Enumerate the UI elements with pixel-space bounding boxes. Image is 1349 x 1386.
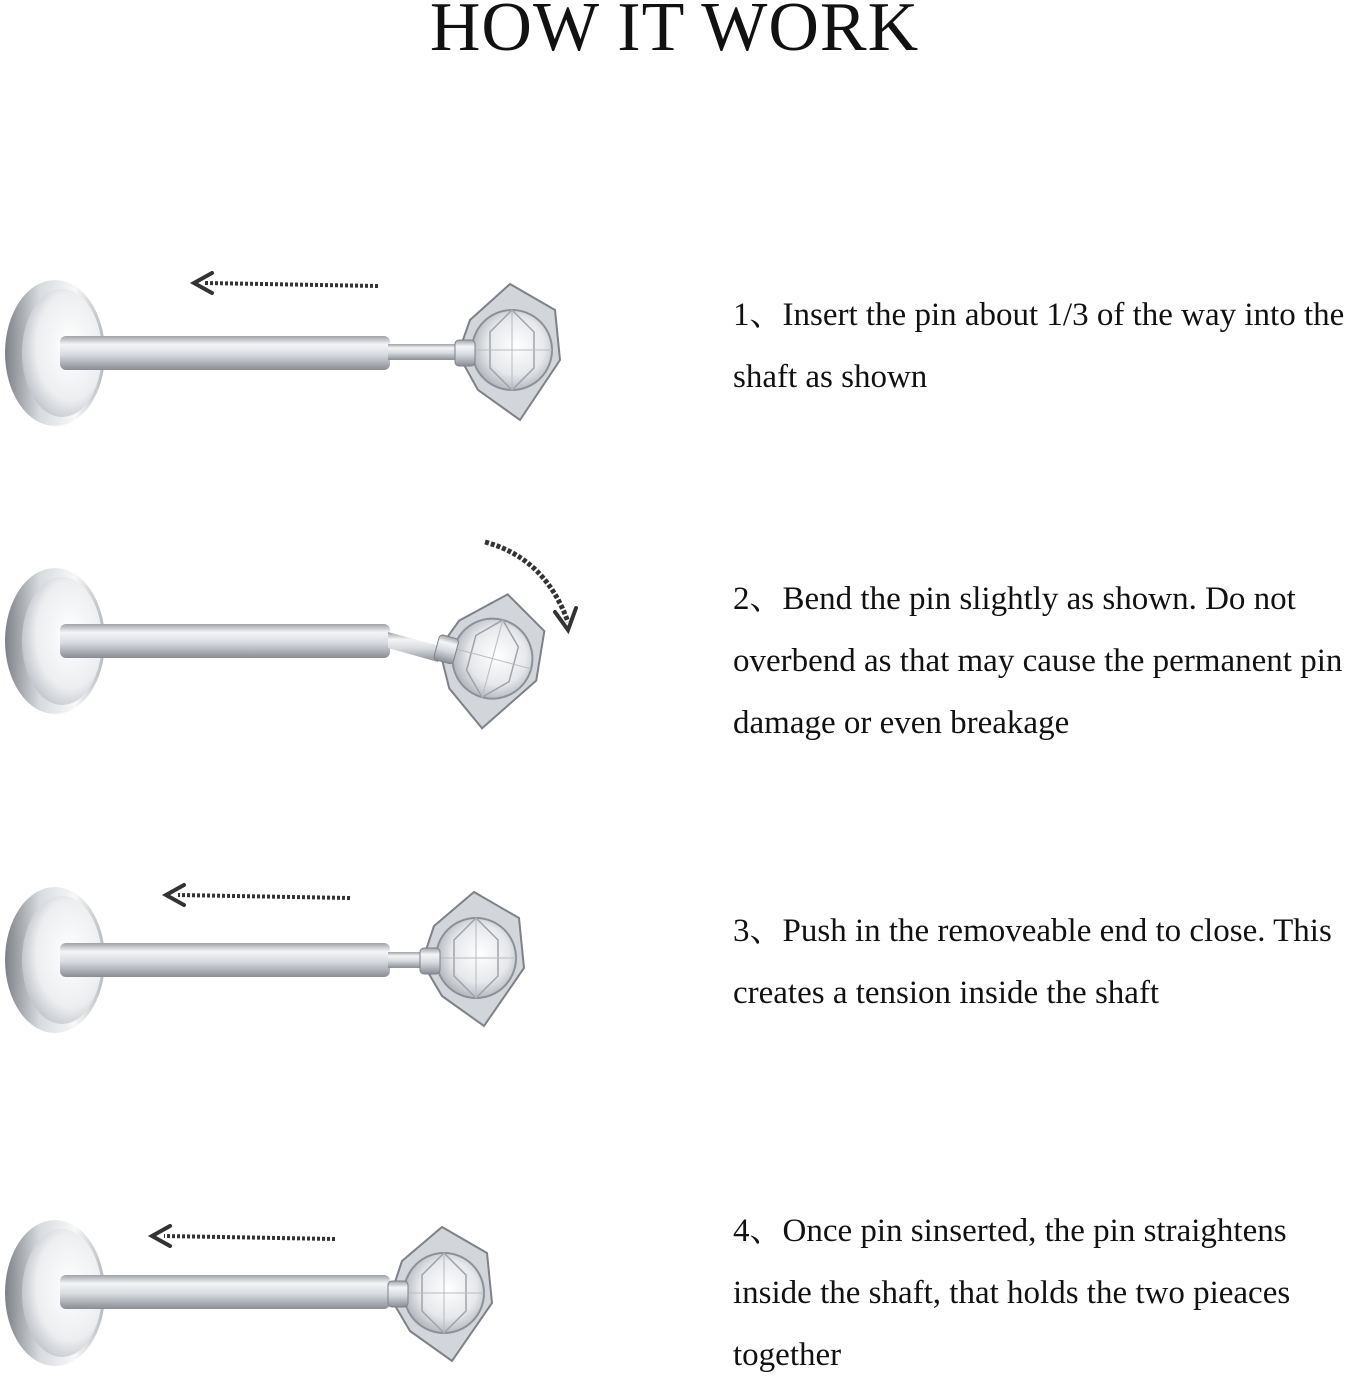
step-3: [0, 878, 1349, 1048]
step-2: [0, 530, 1349, 740]
arrow-left-icon: [152, 1226, 335, 1246]
gem-icon: [455, 284, 560, 420]
step-4: [0, 1205, 1349, 1377]
gem-icon: [420, 892, 524, 1026]
labret-closed-illustration: [0, 1205, 620, 1377]
step-3-text: [733, 900, 1345, 1024]
step-description: Bend the pin slightly as shown. Do not overbend as that may cause the permanent pin damage or even breakage: [733, 581, 1343, 741]
arrow-left-icon: [194, 273, 378, 293]
step-number: 3、: [733, 913, 783, 949]
step-number: 2、: [733, 581, 783, 617]
labret-insert-illustration: [0, 270, 620, 440]
step-description: Push in the removeable end to close. This creates a tension inside the shaft: [733, 913, 1332, 1011]
step-number: 4、: [733, 1213, 783, 1249]
labret-close-illustration: [0, 878, 620, 1048]
labret-bend-illustration: [0, 530, 620, 740]
gem-icon: [419, 580, 556, 739]
step-number: 1、: [733, 297, 783, 333]
step-1: [0, 270, 1349, 440]
step-description: Insert the pin about 1/3 of the way into the shaft as shown: [733, 297, 1345, 395]
gem-icon: [388, 1227, 492, 1361]
step-2-text: [733, 568, 1345, 754]
step-4-text: [733, 1200, 1345, 1386]
step-description: Once pin sinserted, the pin straightens inside the shaft, that holds the two pieaces together: [733, 1213, 1291, 1373]
step-1-text: [733, 284, 1345, 408]
page-title: HOW IT WORK: [429, 0, 920, 66]
arrow-left-icon: [166, 885, 350, 905]
